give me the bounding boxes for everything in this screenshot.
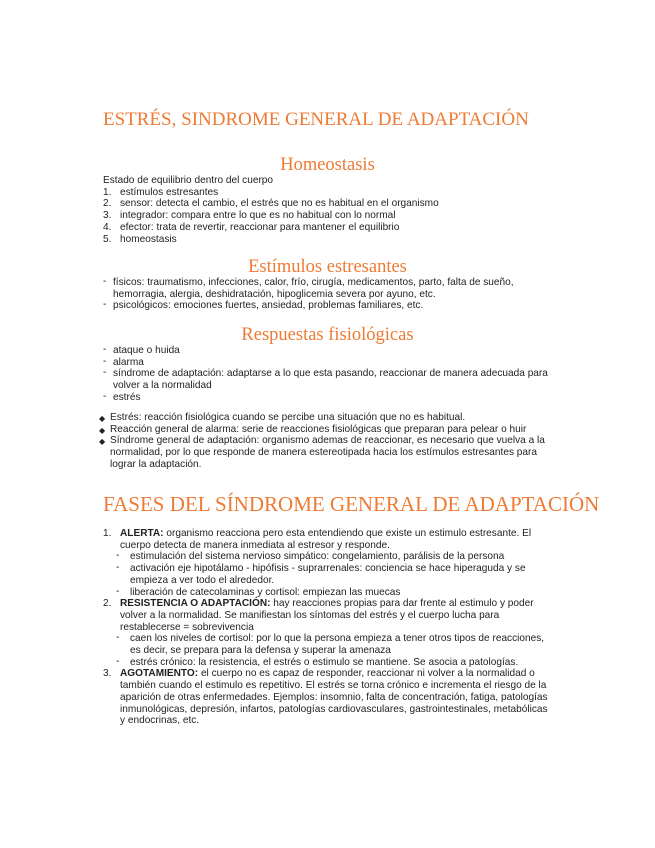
estimulos-heading: Estímulos estresantes [248,257,407,277]
list-item: - estrés [103,390,141,403]
respuestas-heading: Respuestas fisiológicas [241,325,414,345]
homeostasis-intro: Estado de equilibrio dentro del cuerpo [103,175,274,186]
list-item: - caen los niveles de cortisol: por lo que la persona empieza a tener otros tipos de reacciones, es decir, se prepara para la defensa y superar la amenaza [116,632,545,657]
respuestas-block [103,345,553,404]
diamond-bullet-icon: ◆ [99,414,106,423]
list-item: - estimulación del sistema nervioso simpático: congelamiento, parálisis de la persona [116,550,505,563]
dash-bullet: - [116,550,120,562]
definitions-block [99,412,555,471]
homeostasis-heading: Homeostasis [280,155,375,175]
list-item: - liberación de catecolaminas y cortisol: empiezan las muecas [116,585,401,598]
dash-bullet: - [103,276,107,287]
dash-bullet: - [116,562,120,574]
list-item: - ataque o huida [103,344,180,356]
list-item: ◆ Síndrome general de adaptación: organismo ademas de reaccionar, es necesario que vuelva a la normalidad, por lo que responde de manera estereotipada hacia los estímulos estresantes para lograr la adaptación. [99,435,545,470]
list-item: - alarma [103,355,144,368]
dash-bullet: - [103,344,107,355]
estimulos-block [103,277,553,312]
list-item: 4. efector: trata de revertir, reaccionar para mantener el equilibrio [103,221,400,233]
list-item: 2. sensor: detecta el cambio, el estrés que no es habitual en el organismo [103,198,439,210]
list-item: - psicológicos: emociones fuertes, ansiedad, problemas familiares, etc. [103,299,424,312]
dash-bullet: - [116,655,120,667]
list-item: 1. ALERTA: organismo reacciona pero esta entendiendo que existe un estimulo estresante. El cuerpo detecta de manera inmediata al estresor y responde. [103,528,532,551]
dash-bullet: - [116,585,120,597]
list-item: - físicos: traumatismo, infecciones, calor, frío, cirugía, medicamentos, parto, falta de sueño, hemorragia, alergia, deshidratación, hipoglicemia severa por ayuno, etc. [103,276,514,300]
dash-bullet: - [103,367,107,379]
dash-bullet: - [103,299,107,311]
homeostasis-block [103,175,553,245]
list-item: 5. homeostasis [103,233,177,245]
main-title: ESTRÉS, SINDROME GENERAL DE ADAPTACIÓN [103,109,529,130]
list-item: ◆ Reacción general de alarma: serie de reacciones fisiológicas que preparan para pelear o huir [99,423,527,435]
list-item: 2. RESISTENCIA O ADAPTACIÓN: hay reacciones propias para dar frente al estimulo y poder volver a la normalidad. Se manifiestan los síntomas del estrés y el cuerpo lucha para restablecerse = sobrevivencia [103,598,534,633]
diamond-bullet-icon: ◆ [99,425,106,435]
dash-bullet: - [103,390,107,402]
dash-bullet: - [116,632,120,644]
dash-bullet: - [103,355,107,367]
diamond-bullet-icon: ◆ [99,437,106,447]
list-item: - activación eje hipotálamo - hipófisis - suprarrenales: conciencia se hace hiperaguda y se empieza a ver todo el alrededor. [116,562,526,586]
fases-block [103,528,555,727]
list-item: 3. AGOTAMIENTO: el cuerpo no es capaz de responder, reaccionar ni volver a la normalidad o también cuando el estimulo es repetitivo. El estrés se torna crónico e incrementa el riesgo de la aparición de otras enfermedades. Ejemplos: insomnio, falta de concentración, fatiga, patologías inmunológicas, depresión, infartos, patologías cardiovasculares, gastrointestinales, metabólicas y endocrinas, etc. [103,668,548,727]
list-item: ◆ Estrés: reacción fisiológica cuando se percibe una situación que no es habitual. [99,412,466,423]
list-item: - estrés crónico: la resistencia, el estrés o estimulo se mantiene. Se asocia a patologías. [116,655,519,668]
list-item: 3. integrador: compara entre lo que es no habitual con lo normal [103,210,396,222]
list-item: - síndrome de adaptación: adaptarse a lo que esta pasando, reaccionar de manera adecuada para volver a la normalidad [103,367,548,392]
fases-heading: FASES DEL SÍNDROME GENERAL DE ADAPTACIÓN [103,492,600,516]
list-item: 1. estímulos estresantes [103,186,219,198]
